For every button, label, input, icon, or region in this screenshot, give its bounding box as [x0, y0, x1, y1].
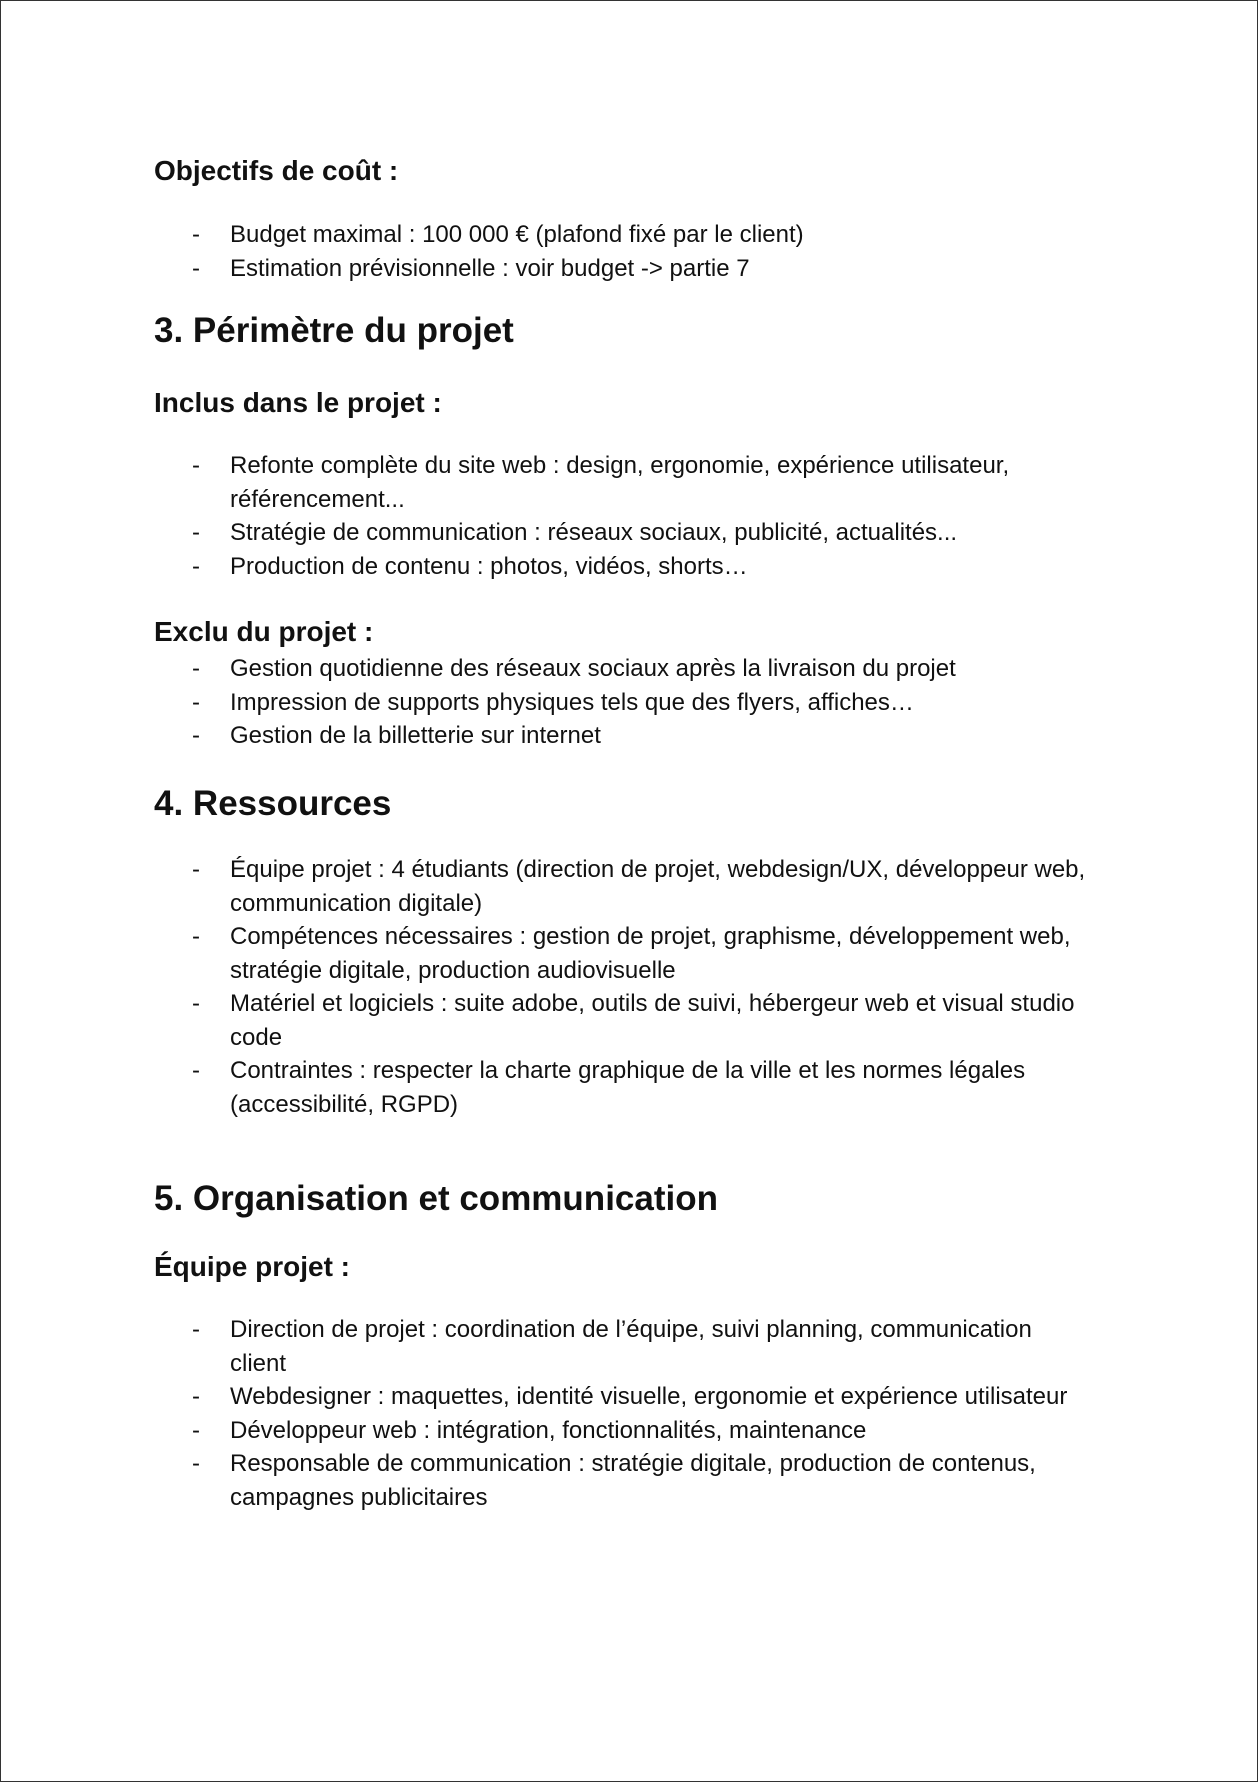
cost-objectives-list — [154, 218, 1094, 285]
included-heading: Inclus dans le projet : — [154, 387, 442, 418]
section-5-heading: 5. Organisation et communication — [154, 1179, 718, 1218]
resources-list — [154, 853, 1094, 1121]
list-item: - Estimation prévisionnelle : voir budget -> partie 7 — [154, 252, 1094, 286]
team-heading: Équipe projet : — [154, 1251, 350, 1282]
list-item: - Compétences nécessaires : gestion de projet, graphisme, développement web, stratégie digitale, production audiovisuelle — [154, 920, 1094, 987]
list-item: - Gestion de la billetterie sur internet — [154, 719, 1094, 753]
excluded-list — [154, 652, 1094, 753]
list-item: - Développeur web : intégration, fonctionnalités, maintenance — [154, 1414, 1094, 1448]
list-item: - Gestion quotidienne des réseaux sociaux après la livraison du projet — [154, 652, 1094, 686]
list-item: - Stratégie de communication : réseaux sociaux, publicité, actualités... — [154, 516, 1094, 550]
section-4-heading: 4. Ressources — [154, 784, 392, 823]
list-item: - Refonte complète du site web : design, ergonomie, expérience utilisateur, référencement... — [154, 449, 1094, 516]
list-item: - Production de contenu : photos, vidéos, shorts… — [154, 550, 1094, 584]
included-list — [154, 449, 1094, 583]
list-item: - Budget maximal : 100 000 € (plafond fixé par le client) — [154, 218, 1094, 252]
list-item: - Webdesigner : maquettes, identité visuelle, ergonomie et expérience utilisateur — [154, 1380, 1094, 1414]
list-item: - Équipe projet : 4 étudiants (direction de projet, webdesign/UX, développeur web, communication digitale) — [154, 853, 1094, 920]
cost-objectives-heading: Objectifs de coût : — [154, 155, 399, 186]
excluded-heading: Exclu du projet : — [154, 616, 374, 647]
list-item: - Impression de supports physiques tels que des flyers, affiches… — [154, 686, 1094, 720]
team-list — [154, 1313, 1094, 1514]
list-item: - Direction de projet : coordination de l’équipe, suivi planning, communication client — [154, 1313, 1094, 1380]
list-item: - Contraintes : respecter la charte graphique de la ville et les normes légales (accessibilité, RGPD) — [154, 1054, 1094, 1121]
list-item: - Matériel et logiciels : suite adobe, outils de suivi, hébergeur web et visual studio code — [154, 987, 1094, 1054]
list-item: - Responsable de communication : stratégie digitale, production de contenus, campagnes publicitaires — [154, 1447, 1094, 1514]
section-3-heading: 3. Périmètre du projet — [154, 311, 514, 350]
